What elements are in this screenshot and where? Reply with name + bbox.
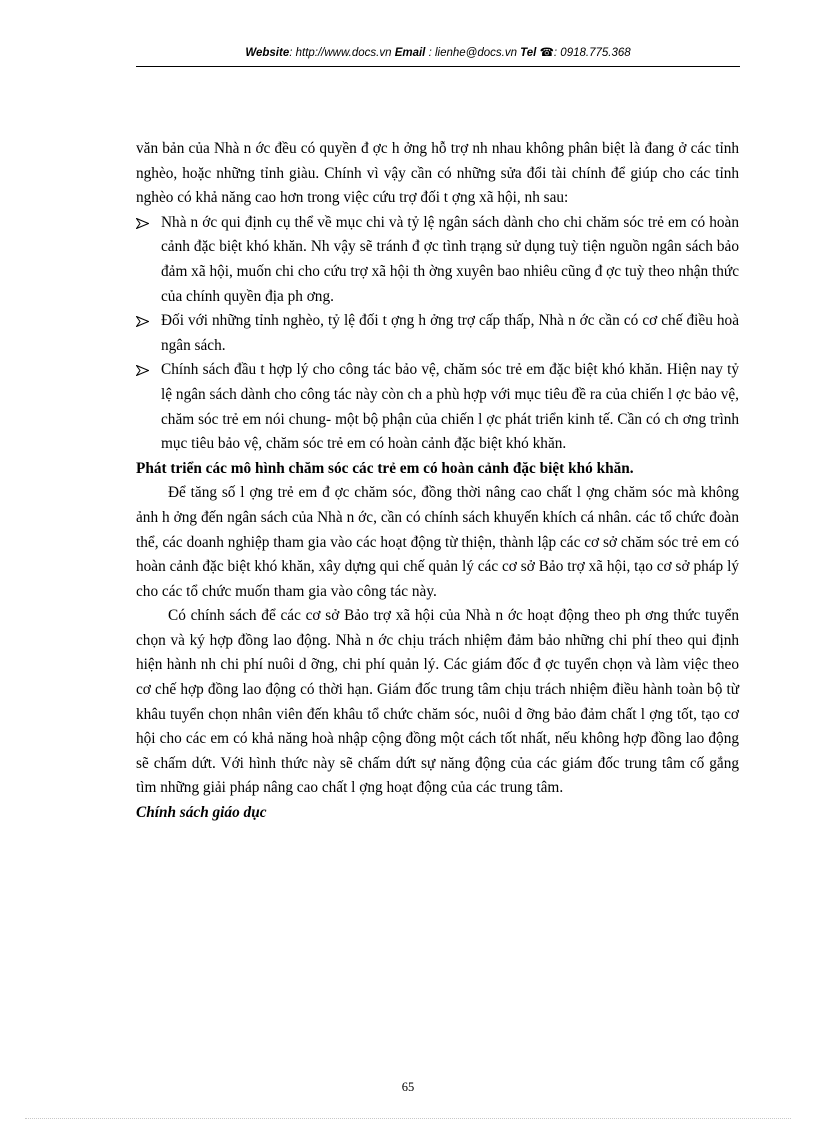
phone-icon: ☎ (539, 47, 554, 59)
arrow-bullet-icon (136, 316, 149, 327)
email-label: Email (394, 47, 426, 59)
section-heading-models: Phát triển các mô hình chăm sóc các trẻ em có hoàn cảnh đặc biệt khó khăn. (136, 459, 634, 477)
page-header (136, 45, 740, 59)
footer-divider (25, 1118, 791, 1119)
section-heading-education: Chính sách giáo dục (136, 804, 267, 822)
bullet-text: Nhà n ớc qui định cụ thể về mục chi và tỷ lệ ngân sách dành cho chi chăm sóc trẻ em có hoàn cảnh đặc biệt khó khăn. Nh vậy sẽ tránh đ ợc tình trạng sử dụng tuỳ tiện nguồn ngân sách bảo đảm xã hội, muốn chi cho cứu trợ xã hội th ờng xuyên bao nhiêu cũng đ ợc tuỳ theo nhận thức của chính quyền địa ph ơng. (161, 213, 739, 305)
bullet-item (136, 309, 739, 358)
website-label: Website (245, 47, 290, 59)
arrow-bullet-icon (136, 365, 149, 376)
bullet-text: Chính sách đầu t hợp lý cho công tác bảo vệ, chăm sóc trẻ em đặc biệt khó khăn. Hiện nay tỷ lệ ngân sách dành cho công tác này còn ch a phù hợp với mục tiêu đề ra của chiến l ợc bảo vệ, chăm sóc trẻ em nói chung- một bộ phận của chiến l ợc phát triển kinh tế. Cần có ch ơng trình mục tiêu bảo vệ, chăm sóc trẻ em có hoàn cảnh đặc biệt khó khăn. (161, 361, 739, 453)
bullet-item (136, 358, 739, 456)
arrow-bullet-icon (136, 218, 149, 229)
bullet-list (136, 211, 739, 457)
intro-paragraph: văn bản của Nhà n ớc đều có quyền đ ợc h ởng hỗ trợ nh nhau không phân biệt là đang ở các tỉnh nghèo, hoặc những tỉnh giàu. Chính vì vậy cần có những sửa đổi tài chính để giúp cho các tỉnh nghèo có khả năng cao hơn trong việc cứu trợ đối t ợng xã hội, nh sau: (136, 140, 739, 207)
email-value: : lienhe@docs.vn (428, 47, 517, 59)
tel-label: Tel (520, 47, 537, 59)
header-divider (136, 66, 740, 67)
tel-value: : 0918.775.368 (553, 47, 631, 59)
page-content (136, 137, 739, 826)
page-number: 65 (401, 1080, 415, 1094)
website-value: : http://www.docs.vn (289, 47, 392, 59)
models-paragraph: Để tăng số l ợng trẻ em đ ợc chăm sóc, đồng thời nâng cao chất l ợng chăm sóc mà không ảnh h ởng đến ngân sách của Nhà n ớc, cần có chính sách khuyến khích cá nhân. các tổ chức đoàn thể, các doanh nghiệp tham gia vào các hoạt động từ thiện, thành lập các cơ sở chăm sóc trẻ em có hoàn cảnh đặc biệt khó khăn, xây dựng qui chế quản lý các cơ sở Bảo trợ xã hội, tạo cơ sở pháp lý cho các tổ chức muốn tham gia vào công tác này. (136, 484, 739, 600)
bullet-item (136, 211, 739, 309)
bullet-text: Đối với những tỉnh nghèo, tỷ lệ đối t ợng h ởng trợ cấp thấp, Nhà n ớc cần có cơ chế điều hoà ngân sách. (161, 312, 739, 354)
policy-paragraph: Có chính sách để các cơ sở Bảo trợ xã hội của Nhà n ớc hoạt động theo ph ơng thức tuyển chọn và ký hợp đồng lao động. Nhà n ớc chịu trách nhiệm đảm bảo những chi phí theo qui định hiện hành nh chi phí nuôi d ỡng, chi phí quản lý. Các giám đốc đ ợc tuyển chọn và làm việc theo cơ chế hợp đồng lao động có thời hạn. Giám đốc trung tâm chịu trách nhiệm điều hành toàn bộ từ khâu tuyển chọn nhân viên đến khâu tổ chức chăm sóc, nuôi d ỡng bảo đảm chất l ợng tốt, tạo cơ hội cho các em có khả năng hoà nhập cộng đồng một cách tốt nhất, nếu không hợp đồng lao động sẽ chấm dứt. Với hình thức này sẽ chấm dứt sự năng động của các giám đốc trung tâm cố gắng tìm những giải pháp nâng cao chất l ợng hoạt động của các trung tâm. (136, 607, 739, 797)
